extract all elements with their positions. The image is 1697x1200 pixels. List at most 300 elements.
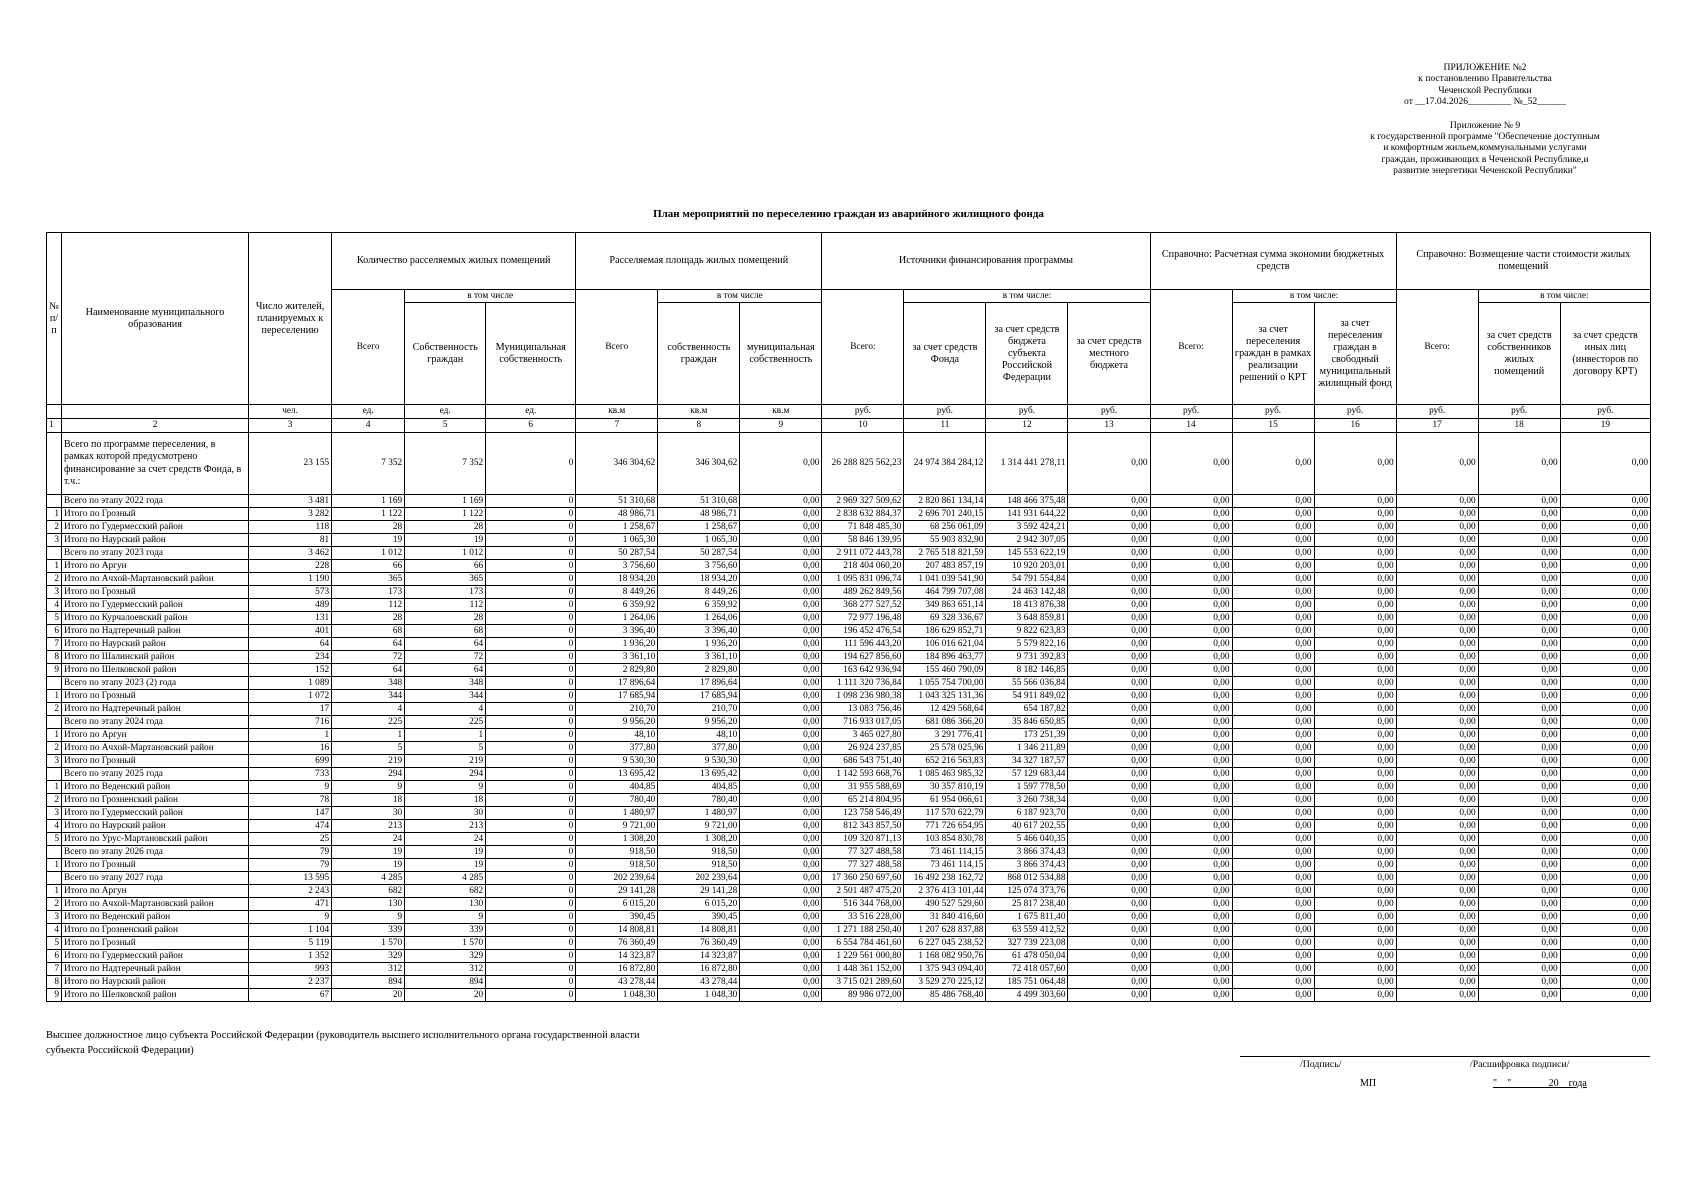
value-cell: 0,00	[1150, 690, 1232, 703]
row-number: 6	[47, 950, 62, 963]
value-cell: 2 820 861 134,14	[904, 495, 986, 508]
value-cell: 312	[332, 963, 405, 976]
value-cell: 9 721,00	[658, 820, 740, 833]
value-cell: 1 570	[332, 937, 405, 950]
value-cell: 69 328 336,67	[904, 612, 986, 625]
row-number	[47, 677, 62, 690]
value-cell: 0,00	[1314, 547, 1396, 560]
value-cell: 18 934,20	[658, 573, 740, 586]
row-name: Итого по Наурский район	[62, 820, 249, 833]
value-cell: 17	[249, 703, 332, 716]
row-name: Итого по Надтеречный район	[62, 625, 249, 638]
value-cell: 0,00	[1068, 976, 1150, 989]
value-cell: 0,00	[1396, 599, 1478, 612]
value-cell: 0,00	[1396, 742, 1478, 755]
row-number: 4	[47, 924, 62, 937]
value-cell: 48,10	[576, 729, 658, 742]
value-cell: 0,00	[1068, 950, 1150, 963]
value-cell: 0,00	[740, 976, 822, 989]
district-row	[47, 625, 1651, 638]
district-row	[47, 599, 1651, 612]
value-cell: 6 187 923,70	[986, 807, 1068, 820]
stage-total-row	[47, 716, 1651, 729]
value-cell: 1	[249, 729, 332, 742]
unit-cell: руб.	[1396, 405, 1478, 419]
value-cell: 184 896 463,77	[904, 651, 986, 664]
value-cell: 0,00	[1314, 651, 1396, 664]
value-cell: 918,50	[576, 846, 658, 859]
value-cell: 0,00	[1232, 729, 1314, 742]
row-number: 2	[47, 794, 62, 807]
value-cell: 147	[249, 807, 332, 820]
value-cell: 0,00	[1478, 963, 1560, 976]
value-cell: 19	[405, 859, 486, 872]
value-cell: 652 216 563,83	[904, 755, 986, 768]
value-cell: 14 808,81	[658, 924, 740, 937]
value-cell: 2 838 632 884,37	[822, 508, 904, 521]
value-cell: 0,00	[1150, 664, 1232, 677]
value-cell: 33 516 228,00	[822, 911, 904, 924]
value-cell: 0,00	[1478, 989, 1560, 1002]
district-row	[47, 664, 1651, 677]
row-number: 9	[47, 989, 62, 1002]
comp-investors-header: за счет средств иных лиц (инвесторов по договору КРТ)	[1560, 303, 1650, 405]
value-cell: 0,00	[740, 885, 822, 898]
value-cell: 5	[405, 742, 486, 755]
value-cell: 344	[405, 690, 486, 703]
row-name: Итого по Надтеречный район	[62, 963, 249, 976]
value-cell: 0,00	[1478, 807, 1560, 820]
stage-total-row	[47, 495, 1651, 508]
district-row	[47, 937, 1651, 950]
value-cell: 0,00	[1150, 976, 1232, 989]
value-cell: 3 866 374,43	[986, 859, 1068, 872]
qty-municipal-header: Муниципальная собственность	[486, 303, 576, 405]
value-cell: 1 122	[405, 508, 486, 521]
value-cell: 0,00	[1232, 859, 1314, 872]
value-cell: 1 190	[249, 573, 332, 586]
value-cell: 0,00	[1150, 963, 1232, 976]
value-cell: 0,00	[1068, 742, 1150, 755]
value-cell: 0,00	[1396, 885, 1478, 898]
value-cell: 0,00	[1232, 794, 1314, 807]
value-cell: 2 237	[249, 976, 332, 989]
value-cell: 0,00	[1150, 911, 1232, 924]
row-number: 8	[47, 651, 62, 664]
value-cell: 0,00	[740, 807, 822, 820]
value-cell: 19	[332, 859, 405, 872]
value-cell: 699	[249, 755, 332, 768]
value-cell: 0	[486, 755, 576, 768]
value-cell: 0	[486, 508, 576, 521]
value-cell: 9	[332, 911, 405, 924]
value-cell: 368 277 527,52	[822, 599, 904, 612]
official-signature-block	[46, 1028, 746, 1058]
district-row	[47, 690, 1651, 703]
row-number: 2	[47, 703, 62, 716]
value-cell: 0	[486, 768, 576, 781]
value-cell: 9	[405, 911, 486, 924]
qty-total-header: Всего	[332, 290, 405, 405]
value-cell: 0,00	[1314, 937, 1396, 950]
value-cell: 0,00	[1314, 911, 1396, 924]
value-cell: 0	[486, 703, 576, 716]
value-cell: 17 360 250 697,60	[822, 872, 904, 885]
value-cell: 64	[332, 638, 405, 651]
row-name: Итого по Грозненский район	[62, 924, 249, 937]
row-name: Итого по Ачхой-Мартановский район	[62, 898, 249, 911]
value-cell: 0,00	[1068, 846, 1150, 859]
value-cell: 0,00	[1068, 599, 1150, 612]
value-cell: 404,85	[576, 781, 658, 794]
value-cell: 0,00	[1068, 729, 1150, 742]
value-cell: 0,00	[1232, 534, 1314, 547]
value-cell: 0,00	[1150, 612, 1232, 625]
value-cell: 918,50	[576, 859, 658, 872]
value-cell: 0,00	[1314, 534, 1396, 547]
row-number: 1	[47, 729, 62, 742]
value-cell: 0,00	[1560, 703, 1650, 716]
value-cell: 0,00	[1150, 807, 1232, 820]
value-cell: 77 327 488,58	[822, 846, 904, 859]
value-cell: 63 559 412,52	[986, 924, 1068, 937]
value-cell: 0,00	[1560, 664, 1650, 677]
value-cell: 141 931 644,22	[986, 508, 1068, 521]
value-cell: 0,00	[1150, 768, 1232, 781]
district-row	[47, 742, 1651, 755]
value-cell: 0,00	[740, 950, 822, 963]
value-cell: 0,00	[1068, 963, 1150, 976]
value-cell: 0,00	[1560, 677, 1650, 690]
value-cell: 0,00	[1232, 703, 1314, 716]
value-cell: 0,00	[740, 846, 822, 859]
value-cell: 0,00	[1478, 573, 1560, 586]
row-name: Всего по этапу 2023 (2) года	[62, 677, 249, 690]
value-cell: 0,00	[1396, 781, 1478, 794]
value-cell: 0	[486, 495, 576, 508]
value-cell: 0,00	[1478, 833, 1560, 846]
value-cell: 0,00	[1396, 573, 1478, 586]
district-row	[47, 924, 1651, 937]
value-cell: 3 260 738,34	[986, 794, 1068, 807]
value-cell: 112	[332, 599, 405, 612]
value-cell: 0,00	[1478, 521, 1560, 534]
row-number: 3	[47, 807, 62, 820]
value-cell: 365	[332, 573, 405, 586]
value-cell: 0	[486, 859, 576, 872]
value-cell: 0,00	[1478, 755, 1560, 768]
value-cell: 5 579 822,16	[986, 638, 1068, 651]
column-number-cell: 8	[658, 419, 740, 433]
value-cell: 66	[405, 560, 486, 573]
document-title: План мероприятий по переселению граждан из аварийного жилищного фонда	[653, 208, 1044, 220]
value-cell: 0,00	[1314, 820, 1396, 833]
value-cell: 0	[486, 781, 576, 794]
value-cell: 3 291 776,41	[904, 729, 986, 742]
official-title-cont: субъекта Российской Федерации)	[46, 1045, 194, 1056]
row-number: 2	[47, 898, 62, 911]
row-name: Всего по программе переселения, в рамках которой предусмотрено финансирование за счет средств Фонда, в т.ч.:	[62, 433, 249, 495]
value-cell: 68	[405, 625, 486, 638]
appendix-number: ПРИЛОЖЕНИЕ №2	[1443, 62, 1527, 73]
value-cell: 111 596 443,20	[822, 638, 904, 651]
value-cell: 0,00	[1396, 820, 1478, 833]
value-cell: 0,00	[1150, 625, 1232, 638]
value-cell: 0,00	[1478, 885, 1560, 898]
value-cell: 0,00	[740, 433, 822, 495]
value-cell: 0,00	[1150, 950, 1232, 963]
value-cell: 0,00	[1232, 716, 1314, 729]
value-cell: 0	[486, 833, 576, 846]
signature-label: /Подпись/	[1300, 1059, 1342, 1070]
row-number: 3	[47, 534, 62, 547]
value-cell: 0,00	[1150, 560, 1232, 573]
value-cell: 0,00	[1068, 547, 1150, 560]
value-cell: 3 592 424,21	[986, 521, 1068, 534]
value-cell: 780,40	[576, 794, 658, 807]
value-cell: 14 323,87	[576, 950, 658, 963]
column-number-cell: 18	[1478, 419, 1560, 433]
value-cell: 0,00	[1396, 690, 1478, 703]
row-number	[47, 433, 62, 495]
value-cell: 0,00	[1396, 495, 1478, 508]
value-cell: 0,00	[1560, 651, 1650, 664]
value-cell: 0,00	[1232, 651, 1314, 664]
row-name: Итого по Урус-Мартановский район	[62, 833, 249, 846]
value-cell: 0,00	[1314, 703, 1396, 716]
district-row	[47, 534, 1651, 547]
value-cell: 0,00	[1560, 937, 1650, 950]
value-cell: 0,00	[1560, 690, 1650, 703]
value-cell: 0,00	[1068, 573, 1150, 586]
value-cell: 0	[486, 898, 576, 911]
value-cell: 19	[332, 534, 405, 547]
value-cell: 0,00	[1232, 911, 1314, 924]
value-cell: 993	[249, 963, 332, 976]
value-cell: 0,00	[1560, 573, 1650, 586]
row-number: 3	[47, 911, 62, 924]
value-cell: 1 169	[405, 495, 486, 508]
value-cell: 202 239,64	[576, 872, 658, 885]
value-cell: 0,00	[1314, 963, 1396, 976]
value-cell: 123 758 546,49	[822, 807, 904, 820]
district-row	[47, 586, 1651, 599]
area-total-header: Всего	[576, 290, 658, 405]
value-cell: 0,00	[1232, 937, 1314, 950]
value-cell: 0,00	[1396, 651, 1478, 664]
republic-name: Чеченской Республики	[1438, 84, 1532, 96]
value-cell: 0,00	[740, 703, 822, 716]
value-cell: 3 866 374,43	[986, 846, 1068, 859]
value-cell: 131	[249, 612, 332, 625]
qty-own-header: Собственность граждан	[405, 303, 486, 405]
value-cell: 339	[332, 924, 405, 937]
row-name: Всего по этапу 2027 года	[62, 872, 249, 885]
value-cell: 1 352	[249, 950, 332, 963]
value-cell: 0,00	[740, 612, 822, 625]
value-cell: 3 361,10	[658, 651, 740, 664]
value-cell: 0,00	[1396, 989, 1478, 1002]
row-number: 3	[47, 755, 62, 768]
value-cell: 489	[249, 599, 332, 612]
value-cell: 686 543 751,40	[822, 755, 904, 768]
value-cell: 0,00	[1560, 547, 1650, 560]
value-cell: 2 765 518 821,59	[904, 547, 986, 560]
value-cell: 0,00	[740, 716, 822, 729]
value-cell: 0,00	[1478, 625, 1560, 638]
value-cell: 0,00	[1314, 638, 1396, 651]
value-cell: 0,00	[740, 638, 822, 651]
value-cell: 0,00	[1478, 729, 1560, 742]
column-number-cell: 6	[486, 419, 576, 433]
value-cell: 0,00	[1478, 690, 1560, 703]
econ-krt-header: за счет переселения граждан в рамках реализации решений о КРТ	[1232, 303, 1314, 405]
value-cell: 1 065,30	[576, 534, 658, 547]
value-cell: 0,00	[1314, 846, 1396, 859]
value-cell: 0,00	[740, 495, 822, 508]
value-cell: 0,00	[1560, 755, 1650, 768]
value-cell: 1 936,20	[658, 638, 740, 651]
value-cell: 0,00	[1314, 508, 1396, 521]
value-cell: 0,00	[1068, 703, 1150, 716]
row-name: Итого по Грозный	[62, 937, 249, 950]
value-cell: 1	[332, 729, 405, 742]
value-cell: 2 696 701 240,15	[904, 508, 986, 521]
value-cell: 0,00	[1560, 433, 1650, 495]
value-cell: 0,00	[1314, 729, 1396, 742]
value-cell: 0,00	[740, 547, 822, 560]
value-cell: 17 896,64	[576, 677, 658, 690]
value-cell: 35 846 650,85	[986, 716, 1068, 729]
value-cell: 0	[486, 534, 576, 547]
value-cell: 202 239,64	[658, 872, 740, 885]
value-cell: 0,00	[1396, 859, 1478, 872]
value-cell: 25 578 025,96	[904, 742, 986, 755]
value-cell: 3 396,40	[658, 625, 740, 638]
value-cell: 0,00	[1232, 820, 1314, 833]
district-row	[47, 638, 1651, 651]
value-cell: 0,00	[1150, 794, 1232, 807]
value-cell: 14 323,87	[658, 950, 740, 963]
value-cell: 20	[405, 989, 486, 1002]
value-cell: 228	[249, 560, 332, 573]
unit-cell: руб.	[1560, 405, 1650, 419]
units-row	[47, 405, 1651, 419]
value-cell: 0,00	[1232, 612, 1314, 625]
value-cell: 516 344 768,00	[822, 898, 904, 911]
value-cell: 0	[486, 573, 576, 586]
value-cell: 329	[405, 950, 486, 963]
value-cell: 294	[405, 768, 486, 781]
value-cell: 0	[486, 625, 576, 638]
value-cell: 213	[332, 820, 405, 833]
value-cell: 0,00	[1068, 755, 1150, 768]
value-cell: 0,00	[1150, 924, 1232, 937]
value-cell: 13 083 756,46	[822, 703, 904, 716]
value-cell: 1 229 561 000,80	[822, 950, 904, 963]
fin-total-header: Всего:	[822, 290, 904, 405]
value-cell: 327 739 223,08	[986, 937, 1068, 950]
value-cell: 8 449,26	[658, 586, 740, 599]
value-cell: 0,00	[1314, 573, 1396, 586]
value-cell: 0,00	[1478, 820, 1560, 833]
unit-cell: руб.	[1478, 405, 1560, 419]
value-cell: 0,00	[1314, 924, 1396, 937]
district-row	[47, 573, 1651, 586]
value-cell: 0,00	[1232, 521, 1314, 534]
value-cell: 0,00	[1396, 521, 1478, 534]
value-cell: 0,00	[1560, 508, 1650, 521]
column-number-cell: 11	[904, 419, 986, 433]
value-cell: 2 376 413 101,44	[904, 885, 986, 898]
district-row	[47, 560, 1651, 573]
value-cell: 0,00	[1396, 703, 1478, 716]
district-row	[47, 612, 1651, 625]
fin-local-budget-header: за счет средств местного бюджета	[1068, 303, 1150, 405]
value-cell: 9 530,30	[658, 755, 740, 768]
unit-cell: руб.	[1150, 405, 1232, 419]
district-row	[47, 976, 1651, 989]
value-cell: 0,00	[1314, 859, 1396, 872]
value-cell: 0,00	[1478, 612, 1560, 625]
value-cell: 0,00	[1478, 638, 1560, 651]
row-number: 4	[47, 820, 62, 833]
value-cell: 0,00	[1068, 638, 1150, 651]
value-cell: 17 896,64	[658, 677, 740, 690]
value-cell: 0,00	[1314, 716, 1396, 729]
value-cell: 4	[332, 703, 405, 716]
value-cell: 780,40	[658, 794, 740, 807]
value-cell: 6 227 045 238,52	[904, 937, 986, 950]
value-cell: 0,00	[1560, 989, 1650, 1002]
row-number	[47, 495, 62, 508]
value-cell: 0,00	[1068, 924, 1150, 937]
value-cell: 9	[249, 911, 332, 924]
value-cell: 0,00	[1560, 846, 1650, 859]
value-cell: 0,00	[1560, 859, 1650, 872]
unit-cell: кв.м	[740, 405, 822, 419]
row-number: 1	[47, 690, 62, 703]
value-cell: 0,00	[1068, 664, 1150, 677]
unit-cell: ед.	[332, 405, 405, 419]
value-cell: 0	[486, 963, 576, 976]
district-row	[47, 703, 1651, 716]
row-number: 5	[47, 937, 62, 950]
row-number: 4	[47, 599, 62, 612]
value-cell: 2 942 307,05	[986, 534, 1068, 547]
program-name-3: граждан, проживающих в Чеченской Республике,и	[1381, 153, 1589, 165]
value-cell: 23 155	[249, 433, 332, 495]
value-cell: 0,00	[1068, 508, 1150, 521]
row-name: Итого по Гудермесский район	[62, 521, 249, 534]
value-cell: 5 119	[249, 937, 332, 950]
value-cell: 0,00	[1150, 742, 1232, 755]
value-cell: 0,00	[1150, 833, 1232, 846]
value-cell: 0,00	[1232, 573, 1314, 586]
value-cell: 0,00	[1478, 651, 1560, 664]
value-cell: 0,00	[1478, 768, 1560, 781]
econ-free-fund-header: за счет переселения граждан в свободный муниципальный жилищный фонд	[1314, 303, 1396, 405]
value-cell: 0,00	[1068, 433, 1150, 495]
value-cell: 64	[249, 638, 332, 651]
value-cell: 0,00	[1560, 638, 1650, 651]
value-cell: 377,80	[658, 742, 740, 755]
value-cell: 918,50	[658, 859, 740, 872]
value-cell: 19	[405, 534, 486, 547]
value-cell: 0,00	[1560, 950, 1650, 963]
row-name: Итого по Грозный	[62, 859, 249, 872]
value-cell: 9 822 623,83	[986, 625, 1068, 638]
